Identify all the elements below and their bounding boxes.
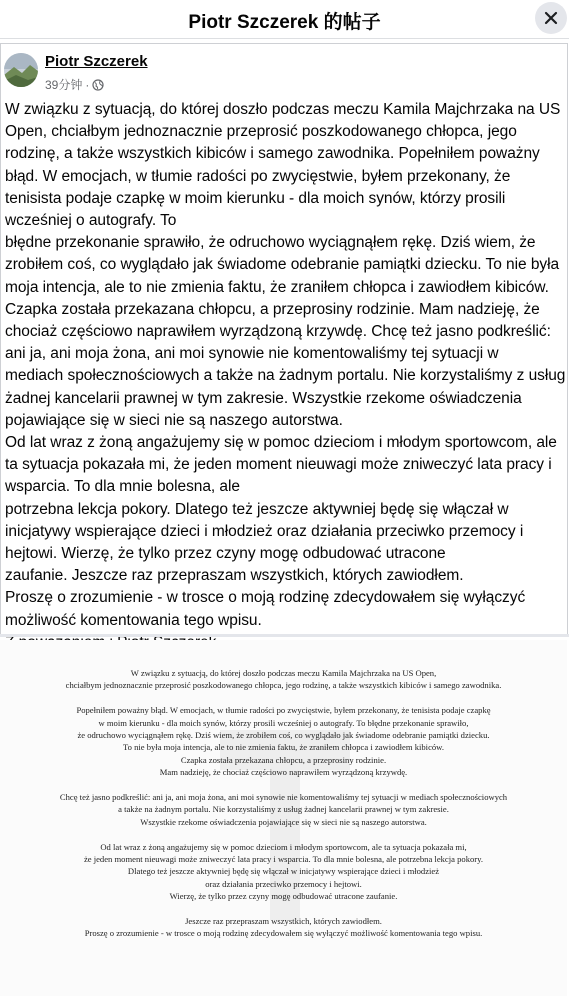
post-line: ta sytuacja pokazała mi, że jeden moment nieuwagi może zniweczyć lata pracy i <box>5 456 552 474</box>
post-line: hejtowi. Wierzę, że tylko przez czyny mogę odbudować utracone <box>5 545 446 563</box>
post-line: W związku z sytuacją, do której doszło podczas meczu Kamila Majchrzaka na US <box>5 101 561 118</box>
post-line: Open, chciałbym jednoznacznie przeprosić poszkodowanego chłopca, jego <box>5 123 517 141</box>
post-line: chociaż częściowo naprawiłem wyrządzoną krzywdę. Chcę też jasno podkreślić: <box>5 323 551 341</box>
dialog-title: Piotr Szczerek 的帖子 <box>188 12 381 33</box>
statement-line: w moim kierunku - dla moich synów, którzy prosili wcześniej o autografy. To błędne przekonanie sprawiło, <box>98 717 469 728</box>
statement-line: że odruchowo wyciągnąłem rękę. Dziś wiem, że zrobiłem coś, co wyglądało jak świadome odebranie pamiątki dziecku. <box>77 730 490 741</box>
statement-line: oraz działania przeciwko przemocy i hejtowi. <box>205 878 362 889</box>
post-line: możliwość komentowania tego wpisu. <box>5 611 262 629</box>
post-line: pojawiające się w sieci nie są naszego autorstwa. <box>5 411 343 429</box>
statement-line: że jeden moment nieuwagi może zniweczyć lata pracy i wsparcia. To dla mnie bolesna, ale potrzebna lekcja pokory. <box>83 854 484 865</box>
statement-line: a także na żadnym portalu. Nie korzystaliśmy z usług żadnej kancelarii prawnej w tym zakresie. <box>118 804 449 815</box>
post-line: moja intencja, ale to nie zmienia faktu, że zraniłem chłopca i zawiodłem kibiców. <box>5 278 549 296</box>
post-time[interactable]: 39分钟 <box>45 78 83 92</box>
post-line: błąd. W emocjach, w tłumie radości po zwycięstwie, byłem przekonany, że <box>5 167 511 185</box>
post-line: błędne przekonanie sprawiło, że odruchowo wyciągnąłem rękę. Dziś wiem, że <box>5 234 536 252</box>
post-line: rodzinę, a także wszystkich kibiców i samego zawodnika. Popełniłem poważny <box>5 145 540 163</box>
statement-line: Wierzę, że tylko przez czyny mogę odbudować utracone zaufanie. <box>169 891 398 902</box>
statement-line: Proszę o zrozumienie - w trosce o moją rodzinę zdecydowałem się wyłączyć możliwość komentowania tego wpisu. <box>84 928 483 939</box>
close-icon <box>544 11 558 25</box>
statement-line: W związku z sytuacją, do której doszło podczas meczu Kamila Majchrzaka na US Open, <box>130 668 437 678</box>
statement-line: Chcę też jasno podkreślić: ani ja, ani moja żona, ani moi synowie nie komentowaliśmy tej sytuacji w mediach społecznościowych <box>59 792 508 803</box>
post-meta <box>45 76 104 93</box>
post-line: Proszę o zrozumienie - w trosce o moją rodzinę zdecydowałem się wyłączyć <box>5 589 526 607</box>
statement-line: Czapka została przekazana chłopcu, a przeprosiny rodzinie. <box>180 754 387 765</box>
statement-line: Jeszcze raz przepraszam wszystkich, których zawiodłem. <box>185 916 382 927</box>
post-line: potrzebna lekcja pokory. Dlatego też jeszcze aktywniej będę się włączał w <box>5 500 509 518</box>
meta-separator: · <box>85 77 90 92</box>
statement-line: Od lat wraz z żoną angażujemy się w pomoc dzieciom i młodym sportowcom, ale ta sytuacja pokazała mi, <box>100 841 467 852</box>
statement-line: Wszystkie rzekome oświadczenia pojawiające się w sieci nie są naszego autorstwa. <box>140 816 427 827</box>
post-line: wsparcia. To dla mnie bolesna, ale <box>5 478 240 496</box>
paragraph-gap <box>0 828 567 840</box>
post-card <box>0 43 568 635</box>
post-line: żadnej kancelarii prawnej w tym zakresie. Wszystkie rzekome oświadczenia <box>5 389 522 407</box>
post-line: ani ja, ani moja żona, ani moi synowie nie komentowaliśmy tej sytuacji w <box>5 345 499 363</box>
avatar[interactable] <box>4 53 38 87</box>
post-line: Od lat wraz z żoną angażujemy się w pomoc dzieciom i młodym sportowcom, ale <box>5 434 557 452</box>
statement-line: To nie była moja intencja, ale to nie zmienia faktu, że zraniłem chłopca i zawiodłem kibiców. <box>123 742 444 753</box>
post-line: inicjatywy wspierające dzieci i młodzież oraz działania przeciwko przemocy i <box>5 522 524 540</box>
post-line: Czapka została przekazana chłopcu, a przeprosiny rodzinie. Mam nadzieję, że <box>5 300 540 318</box>
paragraph-gap <box>0 779 567 791</box>
statement-line: Mam nadzieję, że chociaż częściowo naprawiłem wyrządzoną krzywdę. <box>159 767 408 778</box>
statement-text <box>0 667 567 940</box>
post-line: zrobiłem coś, co wyglądało jak świadome odebranie pamiątki dziecku. To nie była <box>5 256 560 274</box>
divider <box>0 634 569 637</box>
post-line: mediach społecznościowych a także na żadnym portalu. Nie korzystaliśmy z usług <box>5 367 566 385</box>
close-button[interactable] <box>535 2 567 34</box>
paragraph-gap <box>0 692 567 704</box>
post-body <box>5 99 565 654</box>
post-line: tenisista podaje czapkę w moim kierunku - dla moich synów, którzy prosili <box>5 189 506 207</box>
statement-line: chciałbym jednoznacznie przeprosić poszkodowanego chłopca, jego rodzinę, a także wszystkich kibiców i samego zawodnika. <box>65 680 502 691</box>
author-name[interactable]: Piotr Szczerek <box>45 53 148 70</box>
statement-line: Dlatego też jeszcze aktywniej będę się włączał w inicjatywy wspierające dzieci i młodzież <box>127 866 440 877</box>
paragraph-gap <box>0 903 567 915</box>
statement-line: Popełniłem poważny błąd. W emocjach, w tłumie radości po zwycięstwie, byłem przekonany, że tenisista podaje czapkę <box>76 705 491 716</box>
post-line: zaufanie. Jeszcze raz przepraszam wszystkich, których zawiodłem. <box>5 567 464 585</box>
dialog-header <box>0 0 569 39</box>
post-line: wcześniej o autografy. To <box>5 212 177 230</box>
globe-icon <box>92 79 104 91</box>
statement-image[interactable] <box>0 640 567 996</box>
